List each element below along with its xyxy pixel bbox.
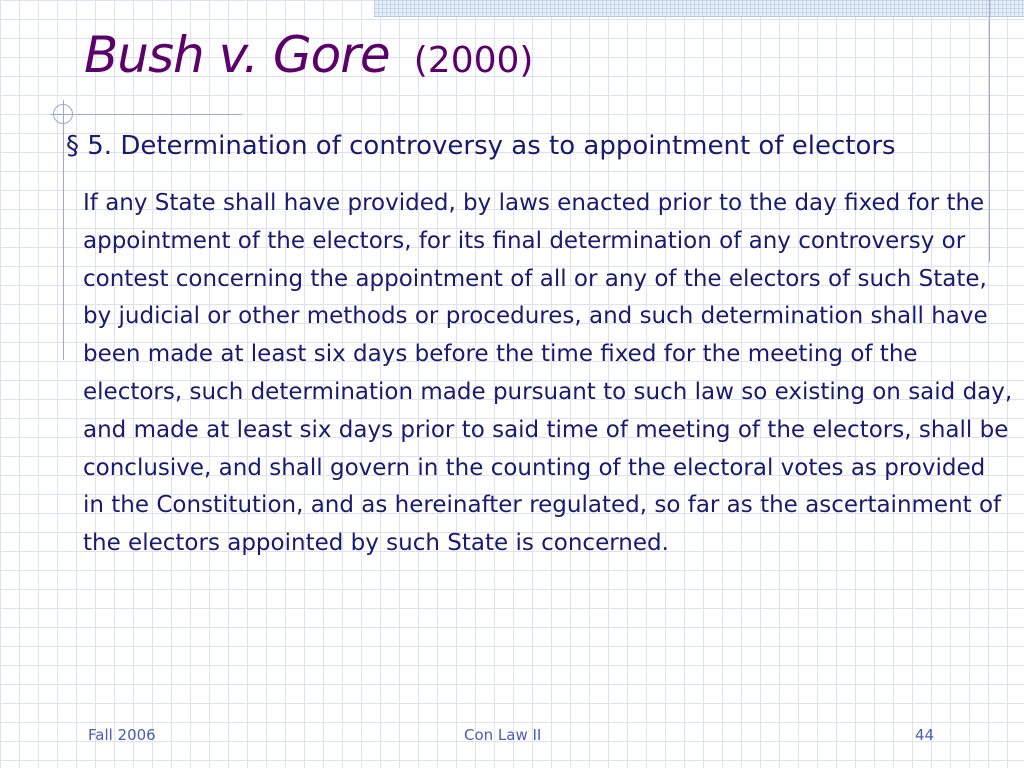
- slide-title-case-name: Bush v. Gore: [84, 26, 390, 84]
- decorative-top-band: [374, 0, 1024, 17]
- statute-text: If any State shall have provided, by laws enacted prior to the day fixed for the appointment of the electors, for its final determination of any controversy or contest concerning the appointment of all or any of the electors of such State, by judicial or other methods or procedures, and such determination shall have been made at least six days before the time fixed for the meeting of the electors, such determination made pursuant to such law so existing on said day, and made at least six days prior to said time of meeting of the electors, shall be conclusive, and shall govern in the counting of the electoral votes as provided in the Constitution, and as hereinafter regulated, so far as the ascertainment of the electors appointed by such State is concerned.: [83, 190, 1013, 557]
- slide-title-year: (2000): [413, 40, 534, 81]
- decorative-circle: [53, 104, 73, 124]
- slide-content: [66, 128, 1013, 563]
- section-heading: § 5. Determination of controversy as to appointment of electors: [66, 131, 896, 161]
- decorative-left-line: [63, 100, 64, 360]
- footer-slide-number: 44: [915, 726, 935, 744]
- footer-date: Fall 2006: [88, 726, 156, 744]
- decorative-horizontal-line: [50, 114, 242, 115]
- footer-course: Con Law II: [464, 726, 542, 744]
- slide-title: [84, 26, 533, 84]
- top-band-pattern: [374, 0, 1024, 16]
